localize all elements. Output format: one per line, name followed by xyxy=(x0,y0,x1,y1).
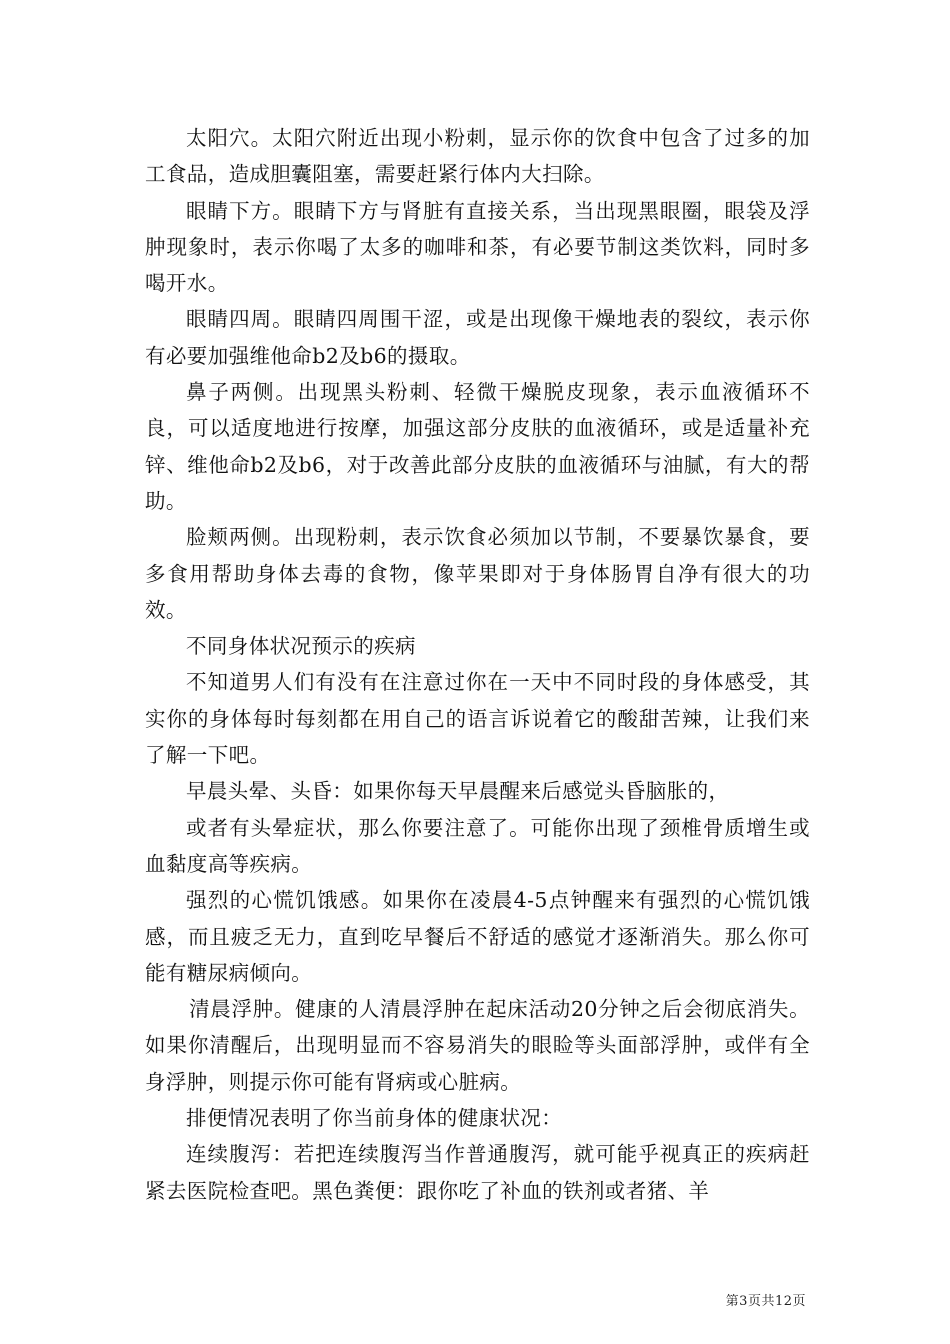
paragraph-nose-sides: 鼻子两侧。出现黑头粉刺、轻微干燥脱皮现象，表示血液循环不良，可以适度地进行按摩，加强这部分皮肤的血液循环，或是适量补充锌、维他命b2及b6，对于改善此部分皮肤的血液循环与油腻，有大的帮助。 xyxy=(145,380,810,513)
page-number: 第3页共12页 xyxy=(725,1294,806,1309)
paragraph-morning-dizziness: 早晨头晕、头昏：如果你每天早晨醒来后感觉头昏脑胀的， xyxy=(186,779,730,804)
document-body xyxy=(145,120,810,1209)
paragraph-around-eyes: 眼睛四周。眼睛四周围干涩，或是出现像干燥地表的裂纹，表示你有必要加强维他命b2及b6的摄取。 xyxy=(145,307,810,368)
paragraph-intro: 不知道男人们有没有在注意过你在一天中不同时段的身体感受，其实你的身体每时每刻都在用自己的语言诉说着它的酸甜苦辣，让我们来了解一下吧。 xyxy=(145,670,810,768)
paragraph-under-eyes: 眼睛下方。眼睛下方与肾脏有直接关系，当出现黑眼圈，眼袋及浮肿现象时，表示你喝了太多的咖啡和茶，有必要节制这类饮料，同时多喝开水。 xyxy=(145,198,810,296)
paragraph-cheeks: 脸颊两侧。出现粉刺，表示饮食必须加以节制，不要暴饮暴食，要多食用帮助身体去毒的食物，像苹果即对于身体肠胃自净有很大的功效。 xyxy=(145,525,810,622)
section-heading: 不同身体状况预示的疾病 xyxy=(186,634,416,659)
paragraph-dizziness-continued: 或者有头晕症状，那么你要注意了。可能你出现了颈椎骨质增生或血黏度高等疾病。 xyxy=(145,815,810,876)
paragraph-morning-swelling: 清晨浮肿。健康的人清晨浮肿在起床活动20分钟之后会彻底消失。如果你清醒后，出现明显而不容易消失的眼睑等头面部浮肿，或伴有全身浮肿，则提示你可能有肾病或心脏病。 xyxy=(145,997,810,1094)
paragraph-hunger: 强烈的心慌饥饿感。如果你在凌晨4-5点钟醒来有强烈的心慌饥饿感，而且疲乏无力，直到吃早餐后不舒适的感觉才逐渐消失。那么你可能有糖尿病倾向。 xyxy=(145,888,810,985)
paragraph-temple: 太阳穴。太阳穴附近出现小粉刺，显示你的饮食中包含了过多的加工食品，造成胆囊阻塞，需要赶紧行体内大扫除。 xyxy=(145,126,810,187)
paragraph-diarrhea: 连续腹泻：若把连续腹泻当作普通腹泻，就可能乎视真正的疾病赶紧去医院检查吧。黑色粪便：跟你吃了补血的铁剂或者猪、羊 xyxy=(145,1142,810,1203)
paragraph-bowel-intro: 排便情况表明了你当前身体的健康状况： xyxy=(186,1106,563,1131)
